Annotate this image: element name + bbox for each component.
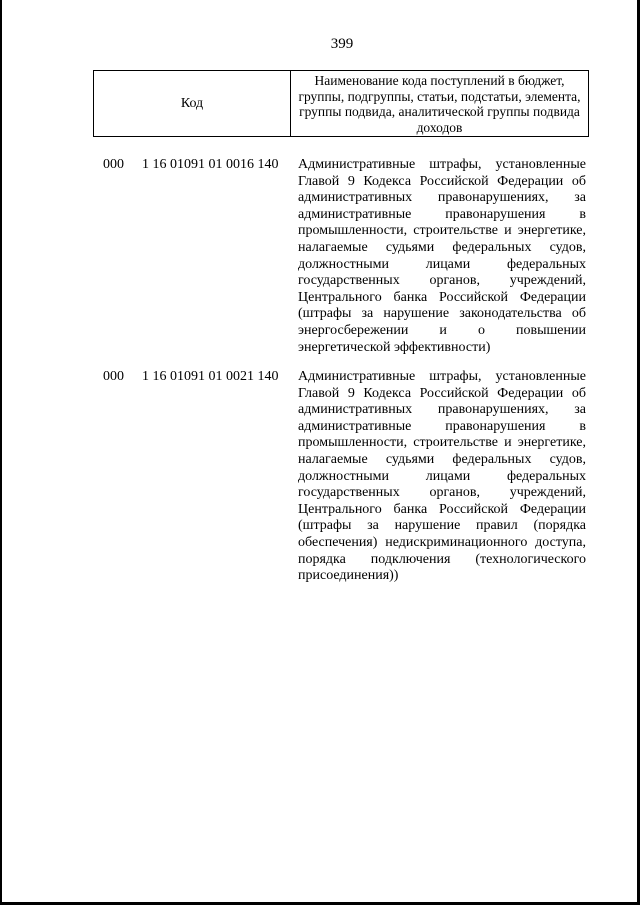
description-line: порядка подключения (технологического — [298, 551, 586, 567]
header-code-cell: Код — [94, 71, 291, 136]
description-line: (штрафы за нарушение правил (порядка — [298, 518, 586, 534]
revenue-description — [298, 369, 586, 585]
revenue-description — [298, 157, 586, 356]
description-line: промышленности, строительстве и энергетике, — [298, 223, 586, 239]
revenue-code: 1 16 01091 01 0016 140 — [142, 157, 279, 172]
scan-edge-left — [0, 0, 2, 905]
description-line: Центрального банка Российской Федерации — [298, 501, 586, 517]
description-line: энергетической эффективности) — [298, 339, 491, 355]
description-line: Центрального банка Российской Федерации — [298, 289, 586, 305]
description-line: Административные штрафы, установленные — [298, 369, 586, 384]
table-header — [93, 70, 589, 137]
description-line: энергосбережении и о повышении — [298, 322, 586, 338]
description-line: обеспечения) недискриминационного доступа, — [298, 534, 586, 550]
revenue-code: 1 16 01091 01 0021 140 — [142, 369, 279, 384]
admin-code: 000 — [103, 369, 124, 384]
header-name-cell: Наименование кода поступлений в бюджет, группы, подгруппы, статьи, подстатьи, элемента, группы подвида, аналитической группы подвида доходов — [298, 73, 581, 135]
description-line: Административные штрафы, установленные — [298, 157, 586, 172]
description-line: Главой 9 Кодекса Российской Федерации об — [298, 385, 586, 401]
description-line: промышленности, строительстве и энергетике, — [298, 435, 586, 451]
description-line: государственных органов, учреждений, — [298, 273, 586, 289]
description-line: административных правонарушениях, за — [298, 190, 586, 206]
description-line: должностными лицами федеральных — [298, 468, 586, 484]
description-line: присоединения)) — [298, 568, 399, 584]
description-line: административные правонарушения в — [298, 418, 586, 434]
page-number: 399 — [330, 36, 354, 52]
description-line: налагаемые судьями федеральных судов, — [298, 239, 586, 255]
description-line: налагаемые судьями федеральных судов, — [298, 451, 586, 467]
admin-code: 000 — [103, 157, 124, 172]
description-line: административных правонарушениях, за — [298, 402, 586, 418]
description-line: Главой 9 Кодекса Российской Федерации об — [298, 173, 586, 189]
description-line: должностными лицами федеральных — [298, 256, 586, 272]
description-line: государственных органов, учреждений, — [298, 485, 586, 501]
description-line: (штрафы за нарушение законодательства об — [298, 306, 586, 322]
description-line: административные правонарушения в — [298, 206, 586, 222]
